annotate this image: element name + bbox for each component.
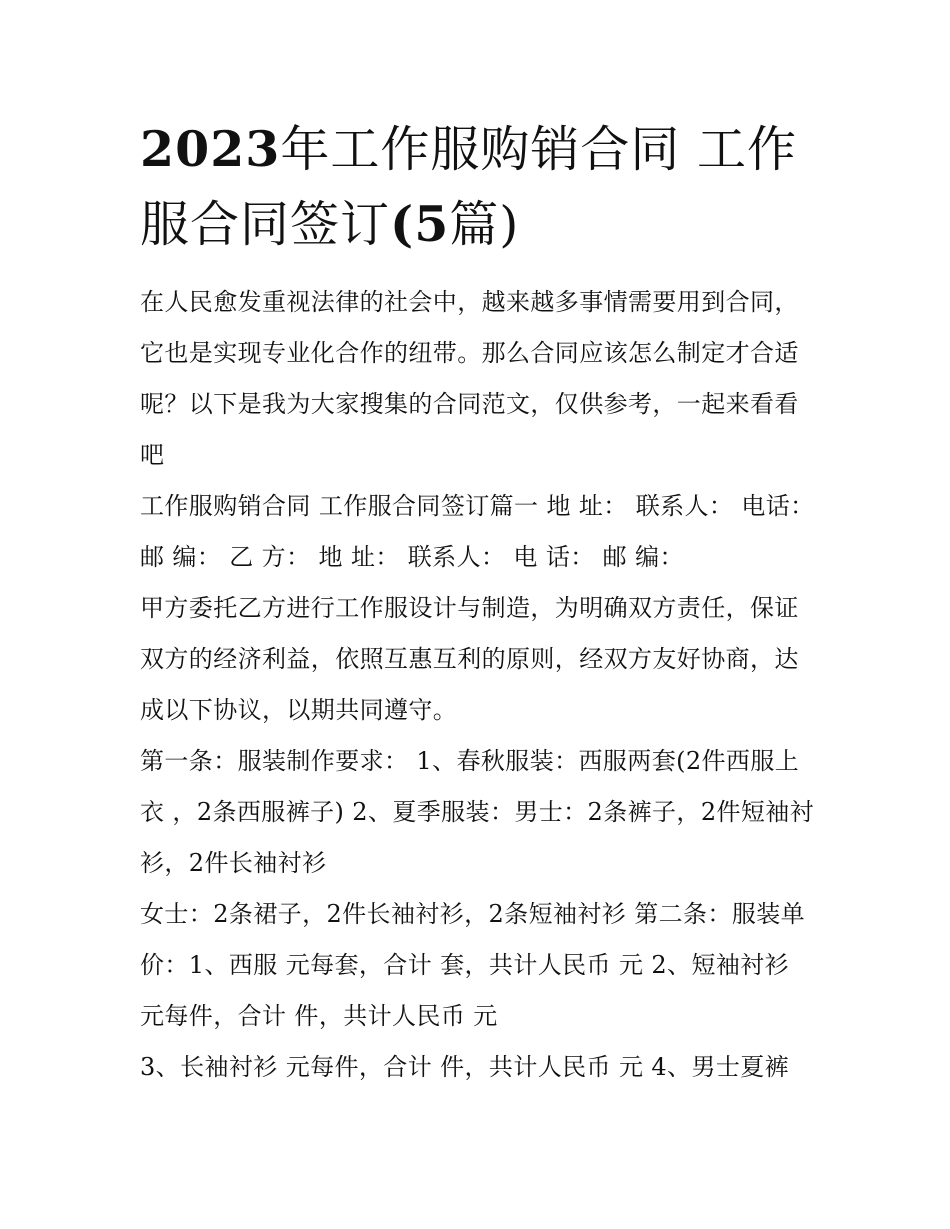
party-info-paragraph: 工作服购销合同 工作服合同签订篇一 地 址： 联系人： 电话： 邮 编： 乙 方： 地 址： 联系人： 电 话： 邮 编： (140, 492, 815, 571)
price-continued-paragraph: 3、长袖衬衫 元每件，合计 件，共计人民币 元 4、男士夏裤 (140, 1053, 790, 1081)
article-one-paragraph: 第一条：服装制作要求： 1、春秋服装：西服两套(2件西服上衣 ，2条西服裤子) 2、夏季服装：男士：2条裤子，2件短袖衬衫，2件长袖衬衫 (140, 747, 815, 877)
document-body (140, 277, 820, 1093)
title-count: (5 (390, 195, 450, 253)
title-line1-text: 年工作服购销合同 工作 (280, 121, 797, 178)
title-line2-text: 服合同签订 (140, 196, 391, 253)
document-title (140, 112, 820, 262)
title-line2-tail: 篇) (449, 196, 520, 253)
agreement-paragraph: 甲方委托乙方进行工作服设计与制造，为明确双方责任，保证双方的经济利益，依照互惠互利的原则，经双方友好协商，达成以下协议，以期共同遵守。 (140, 594, 799, 724)
intro-paragraph: 在人民愈发重视法律的社会中，越来越多事情需要用到合同，它也是实现专业化合作的纽带。那么合同应该怎么制定才合适呢？以下是我为大家搜集的合同范文，仅供参考，一起来看看吧 (140, 288, 799, 469)
article-two-paragraph: 女士：2条裙子，2件长袖衬衫，2条短袖衬衫 第二条：服装单价：1、西服 元每套，合计 套，共计人民币 元 2、短袖衬衫 元每件，合计 件，共计人民币 元 (140, 900, 806, 1030)
title-year: 2023 (140, 120, 281, 178)
